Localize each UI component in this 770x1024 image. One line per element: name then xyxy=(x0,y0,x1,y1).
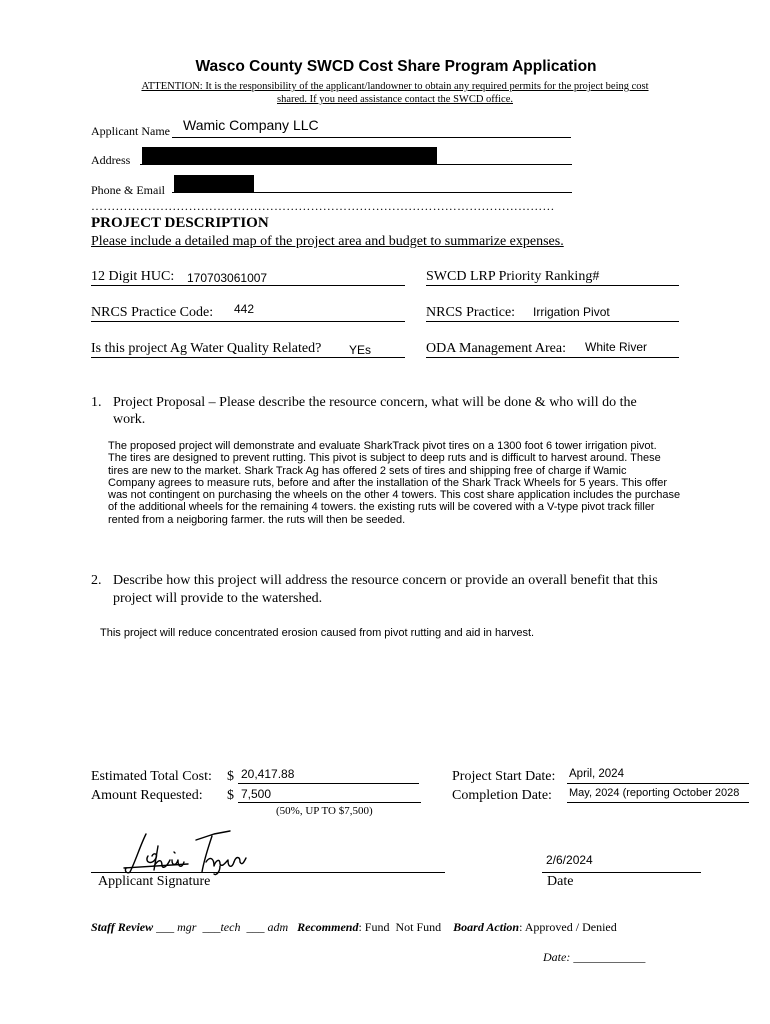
applicant-signature-label: Applicant Signature xyxy=(98,874,211,889)
phone-email-redaction xyxy=(174,175,254,192)
staff-tech[interactable]: ___tech xyxy=(202,920,241,934)
staff-date-blank[interactable]: ____________ xyxy=(573,950,646,964)
attention-line-2: shared. If you need assistance contact the SWCD office. xyxy=(277,94,513,105)
recommend-not-fund[interactable]: Not Fund xyxy=(395,920,442,934)
question-2-line-1: Describe how this project will address the resource concern or provide an overall benefit that this xyxy=(113,573,658,588)
staff-review-label: Staff Review xyxy=(91,920,154,934)
staff-date-label: Date: xyxy=(543,950,571,964)
ag-water-quality-value[interactable]: YEs xyxy=(349,343,372,357)
amount-requested-label: Amount Requested: xyxy=(91,788,203,803)
lrp-ranking-line xyxy=(426,285,679,286)
amount-requested-line xyxy=(238,802,421,803)
answer-line: tires are new to the market. Shark Track Ag has offered 2 sets of tires and shipping free of charge if Wamic xyxy=(108,464,627,477)
amount-requested-value[interactable]: 7,500 xyxy=(241,787,272,801)
question-2-line-2: project will provide to the watershed. xyxy=(113,591,323,606)
phone-email-line xyxy=(172,192,572,193)
address-label: Address xyxy=(91,153,131,167)
start-date-line xyxy=(567,783,749,784)
huc-label: 12 Digit HUC: xyxy=(91,269,175,284)
project-description-heading: PROJECT DESCRIPTION xyxy=(91,215,269,231)
question-1-number: 1. xyxy=(91,395,102,410)
dotted-separator: …………………………………………………………………………………………………… xyxy=(91,199,555,213)
staff-adm[interactable]: ___ adm xyxy=(246,920,289,934)
question-2-answer[interactable]: This project will reduce concentrated erosion caused from pivot rutting and aid in harvest. xyxy=(100,627,535,639)
completion-date-value[interactable]: May, 2024 (reporting October 2028 xyxy=(569,787,740,799)
question-1-line-1: Project Proposal – Please describe the resource concern, what will be done & who will do the xyxy=(113,395,637,410)
oda-area-label: ODA Management Area: xyxy=(426,341,566,356)
staff-date-row xyxy=(543,950,645,965)
attention-line-1: ATTENTION: It is the responsibility of the applicant/landowner to obtain any required permits for the project being cost xyxy=(141,81,649,92)
practice-line xyxy=(426,321,679,322)
estimated-cost-label: Estimated Total Cost: xyxy=(91,769,212,784)
phone-email-label: Phone & Email xyxy=(91,183,165,197)
ag-water-quality-label: Is this project Ag Water Quality Related? xyxy=(91,341,322,356)
applicant-name-value[interactable]: Wamic Company LLC xyxy=(183,117,319,133)
applicant-name-line xyxy=(172,137,571,138)
signature-line xyxy=(91,872,445,873)
estimated-cost-value[interactable]: 20,417.88 xyxy=(241,767,295,781)
question-1-line-2: work. xyxy=(113,412,146,427)
answer-line: of the additional wheels for the remaining 4 towers. the existing ruts will be covered with a V-type pivot track filler xyxy=(108,501,655,514)
applicant-name-label: Applicant Name xyxy=(91,124,170,138)
staff-mgr[interactable]: ___ mgr xyxy=(156,920,197,934)
question-2-number: 2. xyxy=(91,573,102,588)
answer-line: The proposed project will demonstrate and evaluate SharkTrack pivot tires on a 1300 foot 6 tower irrigation pivot. xyxy=(108,440,657,452)
answer-line: Company agrees to measure ruts, before and after the installation of the Shark Track Wheels for 5 years. This offer xyxy=(108,476,668,489)
signature-date-line xyxy=(542,872,701,873)
huc-line xyxy=(91,285,405,286)
project-instructions: Please include a detailed map of the project area and budget to summarize expenses. xyxy=(91,234,564,249)
start-date-value[interactable]: April, 2024 xyxy=(569,768,624,780)
answer-line: The tires are designed to prevent rutting. This pivot is subject to deep ruts and is difficult to harvest around. These xyxy=(108,452,661,465)
oda-area-line xyxy=(426,357,679,358)
signature-date-value[interactable]: 2/6/2024 xyxy=(546,853,593,867)
applicant-signature-image xyxy=(116,826,252,876)
question-1-answer[interactable] xyxy=(108,440,768,526)
amount-requested-currency: $ xyxy=(227,788,234,803)
board-action-label: Board Action xyxy=(453,920,520,934)
form-title: Wasco County SWCD Cost Share Program Application xyxy=(195,58,597,75)
signature-date-label: Date xyxy=(547,874,574,889)
board-action-value[interactable]: Approved / Denied xyxy=(524,920,617,934)
address-line xyxy=(140,164,572,165)
estimated-cost-line xyxy=(238,783,419,784)
oda-area-value[interactable]: White River xyxy=(585,340,648,354)
huc-value[interactable]: 170703061007 xyxy=(187,271,268,285)
recommend-fund[interactable]: Fund xyxy=(364,920,390,934)
practice-code-label: NRCS Practice Code: xyxy=(91,305,214,320)
address-redaction xyxy=(142,147,437,164)
answer-line: was not contingent on purchasing the wheels on the other 4 towers. This cost share application includes the purchase xyxy=(108,489,681,502)
attention-notice xyxy=(85,80,705,106)
practice-value[interactable]: Irrigation Pivot xyxy=(533,305,610,319)
answer-line: rented from a neigboring farmer. the ruts will then be seeded. xyxy=(108,513,406,526)
start-date-label: Project Start Date: xyxy=(452,769,556,784)
lrp-ranking-label: SWCD LRP Priority Ranking# xyxy=(426,269,600,284)
estimated-cost-currency: $ xyxy=(227,769,234,784)
practice-label: NRCS Practice: xyxy=(426,305,516,320)
recommend-label: Recommend xyxy=(297,920,359,934)
practice-code-value[interactable]: 442 xyxy=(234,302,255,316)
practice-code-line xyxy=(91,321,405,322)
completion-date-label: Completion Date: xyxy=(452,788,552,803)
amount-requested-note: (50%, UP TO $7,500) xyxy=(276,805,373,817)
staff-review-row: Staff Review ___ mgr ___tech ___ adm Recommend: Fund Not Fund Board Action: Approved / Denied xyxy=(91,920,617,934)
ag-water-quality-line xyxy=(91,357,405,358)
completion-date-line xyxy=(567,802,749,803)
